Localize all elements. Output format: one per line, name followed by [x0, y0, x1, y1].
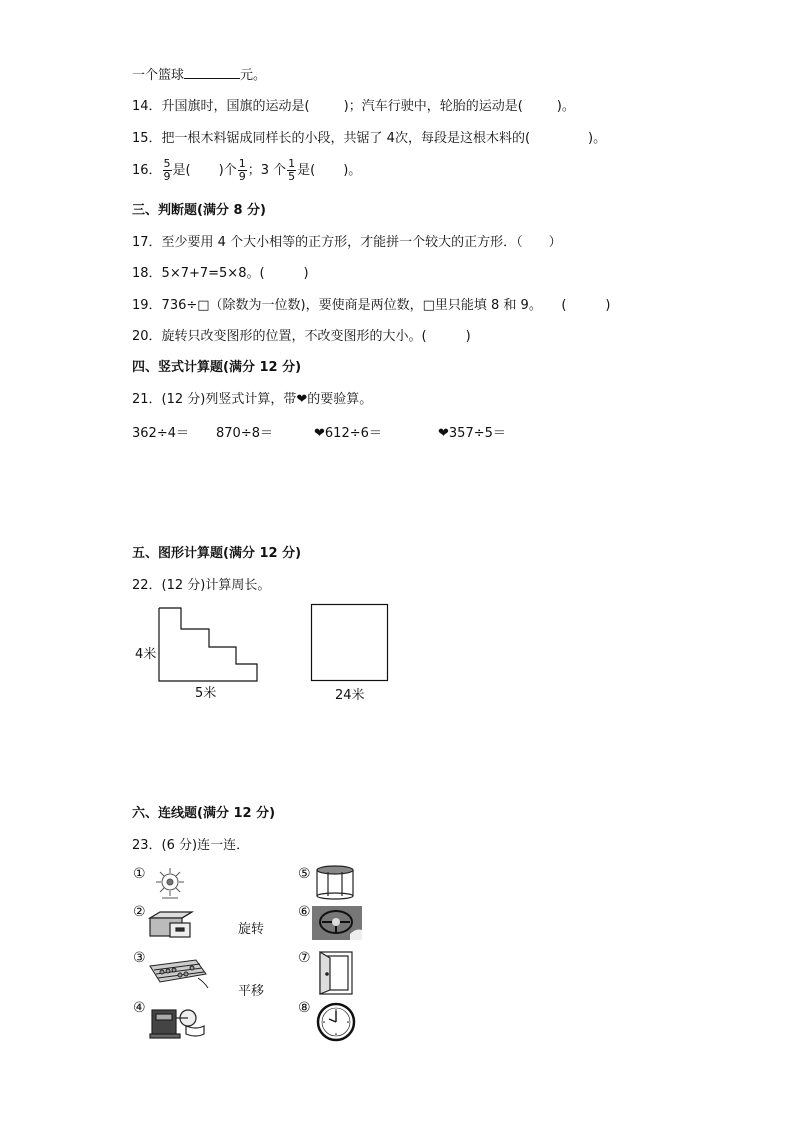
section-6-title: 六、连线题(满分 12 分) [132, 806, 276, 821]
square-figure [308, 600, 392, 684]
item-7-label: ⑦ [298, 950, 311, 966]
steering-wheel-image[interactable] [312, 906, 362, 940]
sharpener-image[interactable] [148, 1000, 208, 1040]
staircase-figure [150, 600, 265, 685]
q13-tail: 一个篮球 元。 [132, 68, 267, 83]
square-bottom-label: 24米 [335, 688, 365, 703]
item-1-label: ① [133, 866, 146, 882]
fraction-1-5: $\frac{1}{5}$ [288, 157, 296, 183]
heart-icon: ❤ [314, 426, 325, 441]
revolving-door-image[interactable] [314, 864, 356, 900]
drawer-image[interactable] [148, 910, 196, 942]
question-16: 16． $\frac{5}{9}$ 是( )个 $\frac{1}{9}$ ；3 个 $\frac{1}{5}$ 是( )。 [132, 157, 362, 183]
question-22: 22．(12 分)计算周长。 [132, 578, 271, 593]
item-5-label: ⑤ [298, 866, 311, 882]
question-18: 18．5×7+7=5×8。( ) [132, 266, 309, 281]
fraction-1-9: $\frac{1}{9}$ [238, 157, 246, 183]
abacus-image[interactable] [148, 956, 210, 990]
pinwheel-image[interactable] [152, 866, 188, 900]
calc-1: 362÷4＝ [132, 426, 189, 441]
question-21: 21．(12 分)列竖式计算，带❤的要验算。 [132, 392, 373, 407]
question-15: 15．把一根木料锯成同样长的小段，共锯了 4次，每段是这根木料的( )。 [132, 131, 607, 146]
door-image[interactable] [316, 950, 356, 996]
calc-3: ❤612÷6＝ [314, 426, 382, 441]
item-3-label: ③ [133, 950, 146, 966]
staircase-bottom-label: 5米 [195, 686, 217, 701]
question-17: 17．至少要用 4 个大小相等的正方形，才能拼一个较大的正方形．（ ） [132, 235, 562, 250]
section-4-title: 四、竖式计算题(满分 12 分) [132, 360, 302, 375]
calc-2: 870÷8＝ [216, 426, 273, 441]
question-19: 19．736÷□（除数为一位数)，要使商是两位数，□里只能填 8 和 9。 ( ) [132, 298, 611, 313]
staircase-side-label: 4米 [135, 647, 157, 662]
item-4-label: ④ [133, 1000, 146, 1016]
translate-label: 平移 [238, 984, 265, 999]
question-23: 23．(6 分)连一连． [132, 838, 250, 853]
section-3-title: 三、判断题(满分 8 分) [132, 203, 266, 218]
clock-image[interactable] [316, 1002, 356, 1042]
fraction-5-9: $\frac{5}{9}$ [163, 157, 171, 183]
question-14: 14．升国旗时，国旗的运动是( )；汽车行驶中，轮胎的运动是( )。 [132, 99, 575, 114]
heart-icon: ❤ [296, 392, 308, 407]
item-2-label: ② [133, 904, 146, 920]
rotate-label: 旋转 [238, 922, 265, 937]
heart-icon: ❤ [438, 426, 449, 441]
section-5-title: 五、图形计算题(满分 12 分) [132, 546, 302, 561]
item-8-label: ⑧ [298, 1000, 311, 1016]
calc-4: ❤357÷5＝ [438, 426, 506, 441]
question-20: 20．旋转只改变图形的位置，不改变图形的大小。( ) [132, 329, 471, 344]
item-6-label: ⑥ [298, 904, 311, 920]
answer-blank[interactable] [184, 66, 240, 79]
